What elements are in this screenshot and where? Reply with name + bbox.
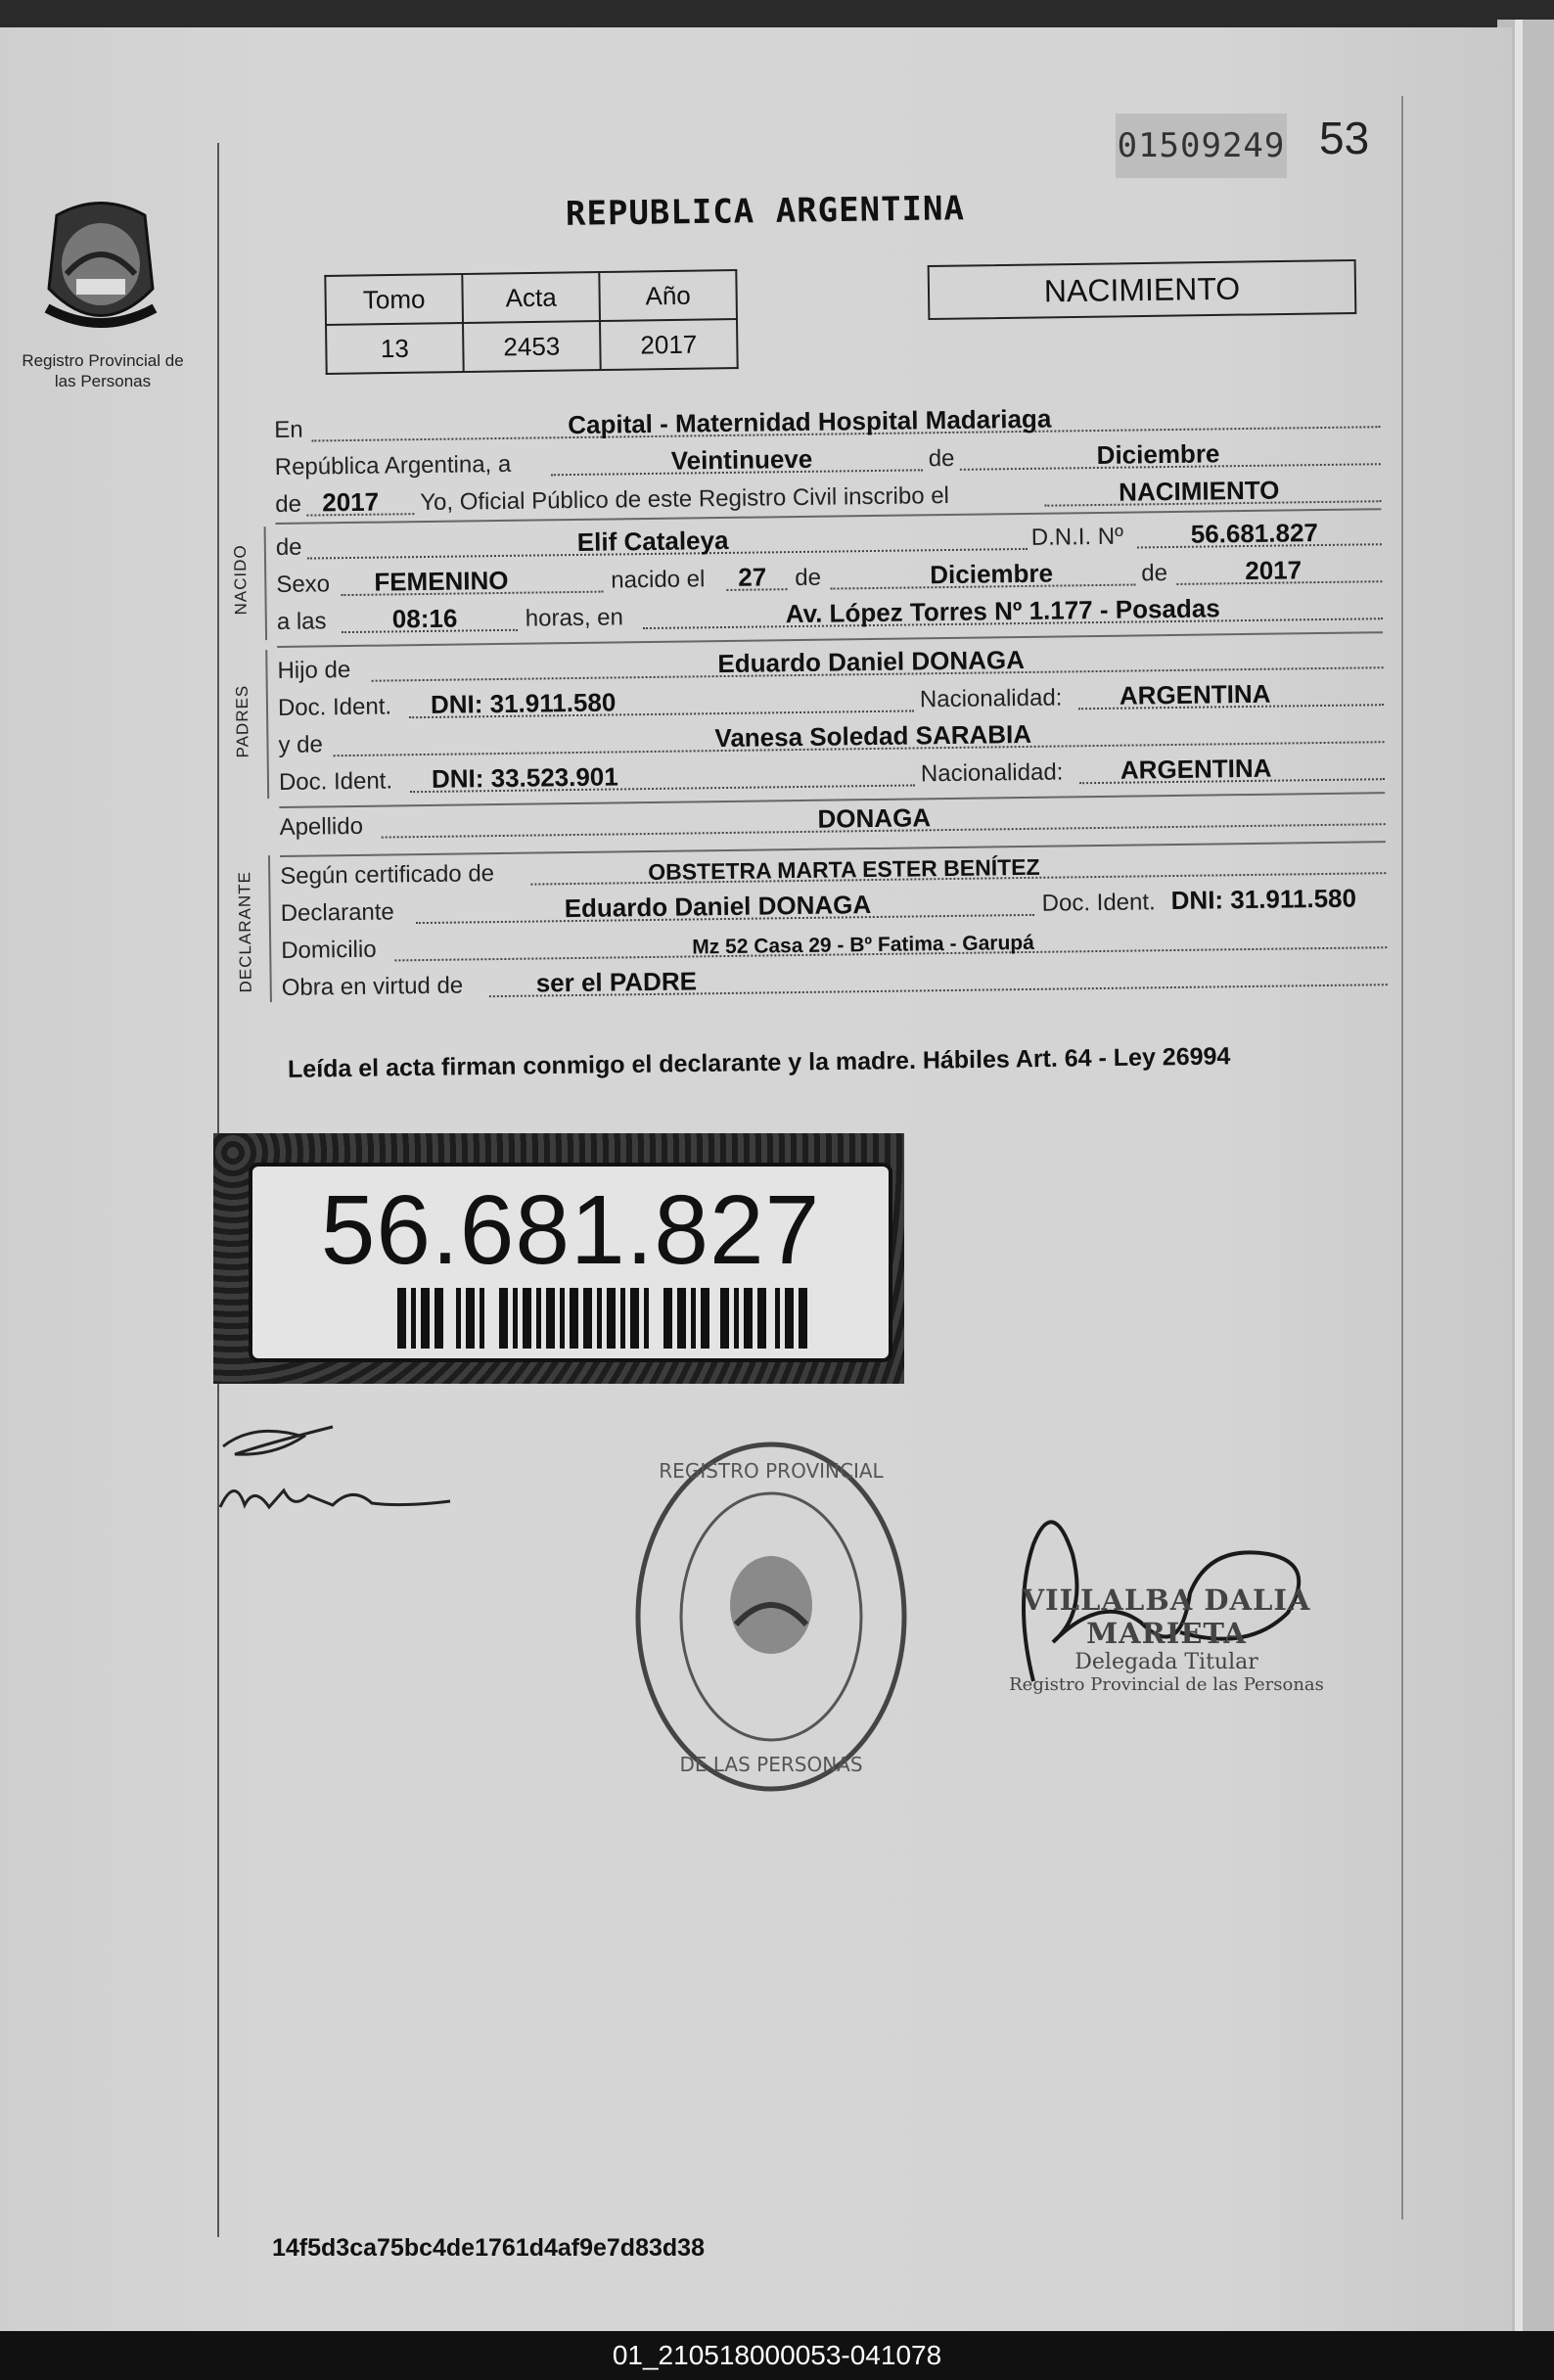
lugar-value: Av. López Torres Nº 1.177 - Posadas <box>785 593 1220 629</box>
declarante-section-label: DECLARANTE <box>235 871 255 993</box>
declarante-value: Eduardo Daniel DONAGA <box>564 890 872 924</box>
nacionalidad-label: Nacionalidad: <box>919 684 1063 713</box>
declarante-section <box>235 841 1388 1008</box>
table-header: Acta <box>462 272 600 323</box>
padres-section-label: PADRES <box>232 684 252 758</box>
de-label: de <box>795 564 822 592</box>
svg-text:DE LAS PERSONAS: DE LAS PERSONAS <box>679 1753 863 1776</box>
table-cell: 2017 <box>600 319 738 370</box>
republica-label: República Argentina, a <box>274 450 512 481</box>
serial-number: 01509249 <box>1116 114 1287 178</box>
declarante-label: Declarante <box>280 898 394 927</box>
yo-label: Yo, Oficial Público de este Registro Civil inscribo el <box>420 481 950 517</box>
nacido-section-label: NACIDO <box>230 544 251 616</box>
apellido-label: Apellido <box>279 812 364 841</box>
place-value: Capital - Maternidad Hospital Madariaga <box>568 403 1052 440</box>
official-stamp-seal <box>626 1439 916 1795</box>
certificado-value: OBSTETRA MARTA ESTER BENÍTEZ <box>648 853 1040 886</box>
birth-day-value: 27 <box>738 562 767 592</box>
table-header: Año <box>599 270 737 321</box>
nacionalidad-label: Nacionalidad: <box>920 758 1064 788</box>
padre-doc-value: DNI: 31.911.580 <box>430 687 617 719</box>
en-label: En <box>274 416 303 443</box>
dni-badge <box>213 1133 904 1384</box>
apellido-value: DONAGA <box>817 802 932 834</box>
country-title: REPUBLICA ARGENTINA <box>565 189 966 234</box>
month-value: Diciembre <box>1096 438 1220 470</box>
doc-label: Doc. Ident. <box>277 693 392 721</box>
sexo-value: FEMENINO <box>374 565 509 597</box>
nacido-section <box>230 512 1383 642</box>
scan-top-border <box>0 0 1554 29</box>
de-label: de <box>275 490 302 518</box>
a-las-label: a las <box>276 608 327 635</box>
y-de-label: y de <box>278 731 324 758</box>
right-margin-line <box>1401 96 1403 2220</box>
dni-badge-inner <box>249 1163 892 1362</box>
padre-nac-value: ARGENTINA <box>1119 678 1271 710</box>
table-cell: 2453 <box>463 321 601 372</box>
doc-label: Doc. Ident. <box>278 767 393 796</box>
domicilio-value: Mz 52 Casa 29 - Bº Fatima - Garupá <box>692 931 1034 959</box>
hora-value: 08:16 <box>391 603 458 634</box>
section-bracket <box>265 650 269 799</box>
inscribo-value: NACIMIENTO <box>1118 475 1280 507</box>
de-label: de <box>928 444 955 473</box>
closing-statement: Leída el acta firman conmigo el declarante y la madre. Hábiles Art. 64 - Ley 26994 <box>287 1042 1231 1083</box>
record-type-box: NACIMIENTO <box>928 259 1357 320</box>
dni-value: 56.681.827 <box>1190 518 1319 549</box>
dni-label: D.N.I. Nº <box>1030 523 1124 551</box>
table-header: Tomo <box>325 274 463 325</box>
padres-section <box>232 635 1385 802</box>
official-role: Delegada Titular <box>1074 1650 1258 1674</box>
certificate-form <box>230 394 1388 1008</box>
certificado-label: Según certificado de <box>280 860 495 890</box>
section-bracket <box>268 855 272 1002</box>
doc-label: Doc. Ident. <box>1041 889 1156 917</box>
file-label: 01_210518000053-041078 <box>0 2331 1554 2380</box>
name-value: Elif Cataleya <box>576 525 729 557</box>
madre-value: Vanesa Soledad SARABIA <box>714 718 1032 754</box>
birth-year-value: 2017 <box>1245 555 1303 586</box>
madre-nac-value: ARGENTINA <box>1120 753 1272 785</box>
sexo-label: Sexo <box>276 571 331 598</box>
de-label: de <box>275 533 302 561</box>
nacido-el-label: nacido el <box>611 566 706 594</box>
birth-month-value: Diciembre <box>930 558 1054 590</box>
registry-label: Registro Provincial de las Personas <box>22 351 184 390</box>
table-cell: 13 <box>326 323 464 374</box>
witness-signature <box>215 1417 460 1525</box>
section-bracket <box>264 526 268 640</box>
padre-value: Eduardo Daniel DONAGA <box>717 644 1026 679</box>
official-office: Registro Provincial de las Personas <box>1009 1674 1324 1695</box>
hijo-de-label: Hijo de <box>277 657 351 684</box>
obra-label: Obra en virtud de <box>281 972 464 1001</box>
de-label: de <box>1141 560 1168 587</box>
page-number: 53 <box>1319 113 1370 163</box>
dni-badge-number: 56.681.827 <box>320 1175 821 1285</box>
svg-text:REGISTRO PROVINCIAL: REGISTRO PROVINCIAL <box>659 1459 884 1483</box>
obra-value: ser el PADRE <box>535 966 698 998</box>
document-hash: 14f5d3ca75bc4de1761d4af9e7d83d38 <box>272 2234 705 2262</box>
madre-doc-value: DNI: 33.523.901 <box>431 761 618 794</box>
certificate-page <box>0 27 1512 2337</box>
barcode-icon <box>397 1288 808 1349</box>
book-edge-highlight <box>1515 20 1523 2339</box>
misiones-seal-icon <box>37 196 164 343</box>
official-name: VILLALBA DALIA MARIETA <box>1022 1583 1311 1650</box>
official-block <box>1000 1583 1333 1695</box>
tomo-acta-ano-table <box>324 269 738 375</box>
declarante-doc-value: DNI: 31.911.580 <box>1170 883 1357 916</box>
day-value: Veintinueve <box>670 443 813 476</box>
domicilio-label: Domicilio <box>281 936 377 964</box>
year-value: 2017 <box>322 486 380 518</box>
horas-en-label: horas, en <box>525 604 624 632</box>
